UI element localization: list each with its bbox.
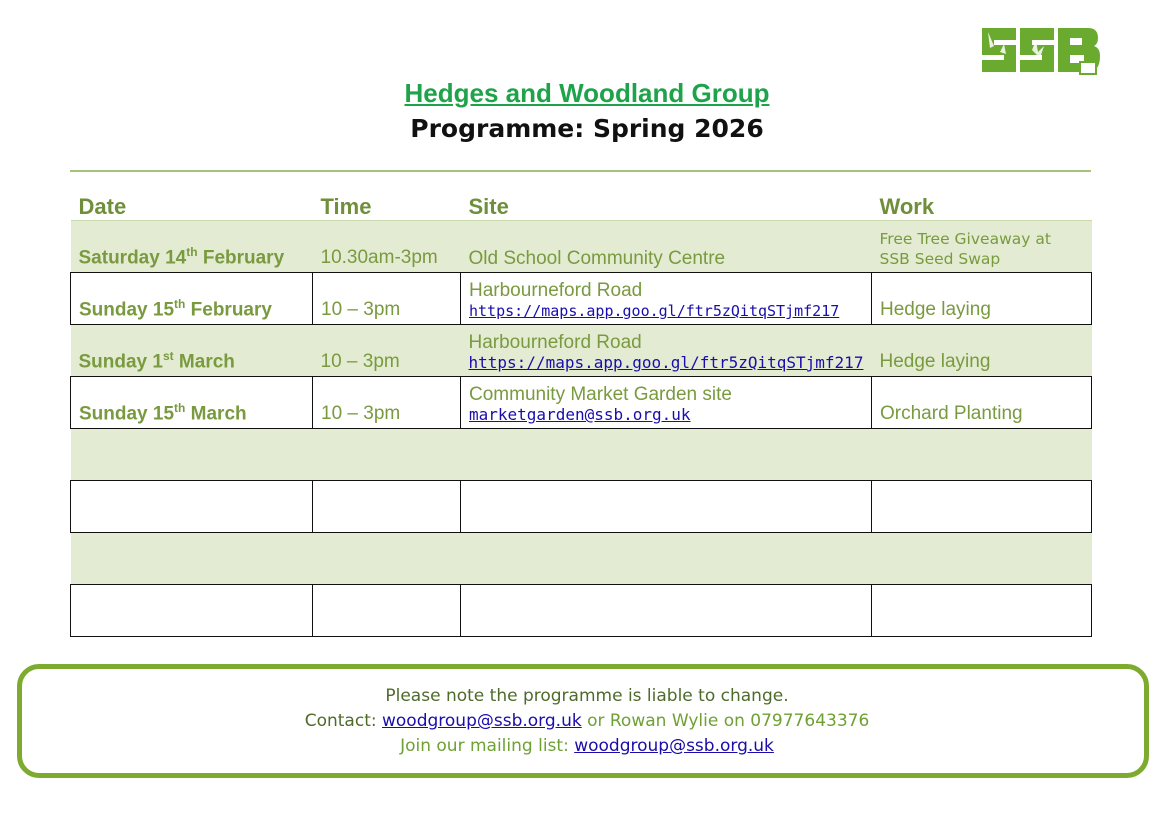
date-cell: Sunday 15th March [71, 377, 313, 429]
work-cell [872, 221, 1092, 273]
table-row [71, 325, 1092, 377]
site-cell [461, 273, 872, 325]
site-name: Harbourneford Road [469, 280, 643, 301]
time-cell: 10.30am-3pm [313, 221, 461, 273]
empty-row [71, 533, 1092, 585]
site-email-link[interactable]: marketgarden@ssb.org.uk [469, 405, 691, 424]
site-name: Old School Community Centre [468, 248, 726, 269]
site-cell [461, 377, 872, 429]
contact-details: or Rowan Wylie on 07977643376 [581, 711, 870, 731]
site-map-link[interactable]: https://maps.app.goo.gl/ftr5zQitqSTjmf217 [469, 302, 840, 320]
empty-row [71, 481, 1092, 533]
time-cell: 10 – 3pm [313, 377, 461, 429]
site-map-link[interactable]: https://maps.app.goo.gl/ftr5zQitqSTjmf217 [468, 353, 864, 372]
work-cell: Hedge laying [872, 325, 1092, 377]
date-cell: Sunday 15th February [71, 273, 313, 325]
table-header-row [71, 190, 1092, 221]
work-text: Free Tree Giveaway at SSB Seed Swap [879, 230, 1051, 268]
contact-email-link[interactable]: woodgroup@ssb.org.uk [382, 711, 582, 731]
date-cell: Sunday 1st March [71, 325, 313, 377]
notice-line: Please note the programme is liable to change. [385, 686, 789, 706]
mailing-email-link[interactable]: woodgroup@ssb.org.uk [574, 736, 774, 756]
mailing-list-line [0, 736, 1174, 756]
table-row [71, 377, 1092, 429]
date-cell: Saturday 14th February [71, 221, 313, 273]
site-name: Harbourneford Road [468, 332, 642, 353]
ssb-logo [980, 22, 1104, 78]
time-cell: 10 – 3pm [313, 273, 461, 325]
column-header-work: Work [872, 190, 1092, 221]
work-cell: Orchard Planting [872, 377, 1092, 429]
header-divider [70, 170, 1091, 172]
site-cell [461, 221, 872, 273]
site-name: Community Market Garden site [469, 384, 732, 405]
column-header-time: Time [313, 190, 461, 221]
page-subtitle: Programme: Spring 2026 [410, 114, 764, 143]
table-row [71, 273, 1092, 325]
contact-label: Contact: [304, 711, 382, 731]
page-title: Hedges and Woodland Group [404, 78, 770, 108]
mailing-label: Join our mailing list: [400, 736, 575, 756]
column-header-date: Date [71, 190, 313, 221]
contact-line [0, 711, 1174, 731]
empty-row [71, 585, 1092, 637]
site-cell [461, 325, 872, 377]
work-cell: Hedge laying [872, 273, 1092, 325]
column-header-site: Site [461, 190, 872, 221]
empty-row [71, 429, 1092, 481]
time-cell: 10 – 3pm [313, 325, 461, 377]
table-row [71, 221, 1092, 273]
programme-table [70, 190, 1092, 637]
